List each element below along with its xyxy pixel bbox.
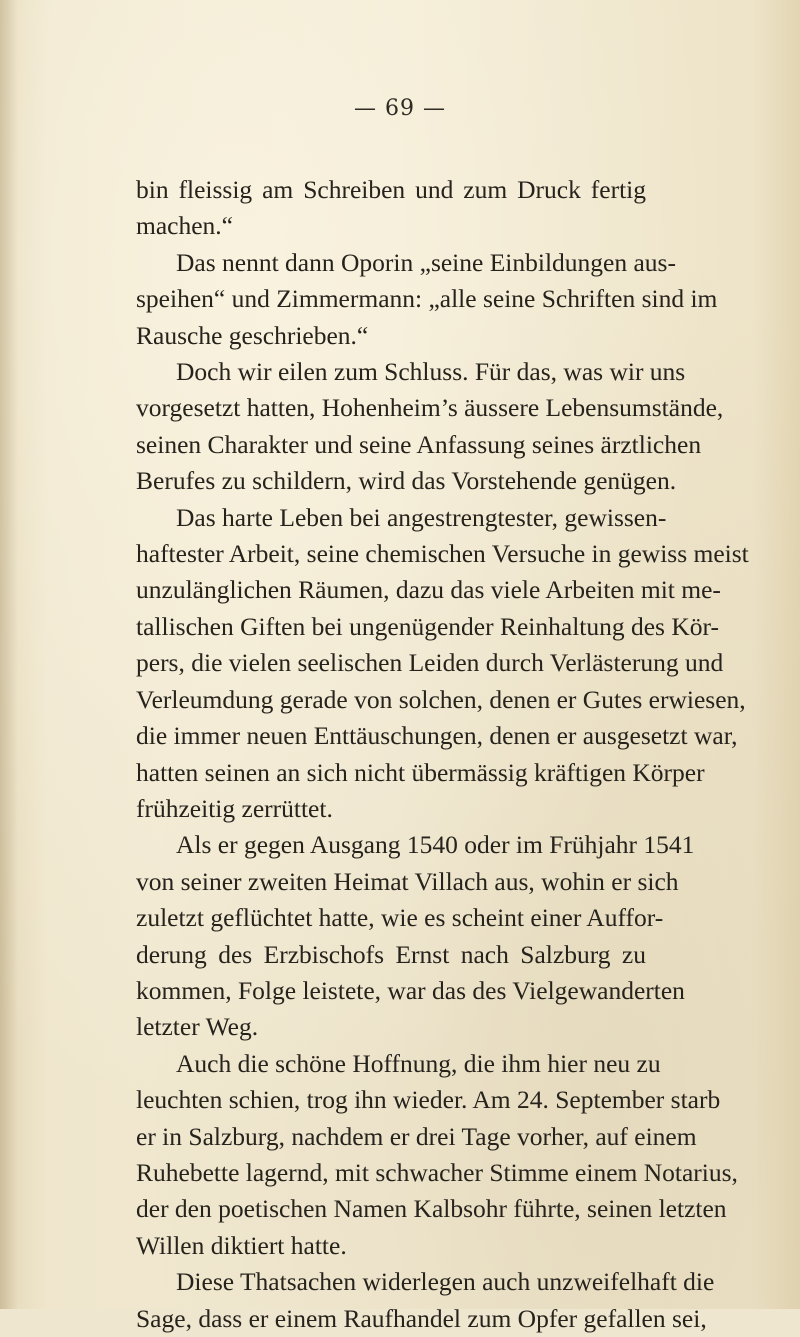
body-text [136, 172, 749, 1337]
text-line: hatten seinen an sich nicht übermässig kräftigen Körper [136, 757, 705, 787]
text-line: Ruhebette lagernd, mit schwacher Stimme einem Notarius, [136, 1157, 738, 1187]
text-line: Sage, dass er einem Raufhandel zum Opfer gefallen sei, [136, 1303, 707, 1333]
text-line: haftester Arbeit, seine chemischen Versuche in gewiss meist [136, 539, 749, 569]
text-line: Berufes zu schildern, wird das Vorstehende genügen. [136, 466, 677, 496]
text-line: seinen Charakter und seine Anfassung seines ärztlichen [136, 429, 702, 459]
text-line: kommen, Folge leistete, war das des Vielgewanderten [136, 975, 685, 1005]
text-line: Diese Thatsachen widerlegen auch unzweifelhaft die [176, 1267, 715, 1297]
text-line: er in Salzburg, nachdem er drei Tage vorher, auf einem [136, 1121, 697, 1151]
text-line: Als er gegen Ausgang 1540 oder im Frühjahr 1541 [176, 830, 695, 860]
text-line: bin fleissig am Schreiben und zum Druck fertig [136, 175, 646, 204]
text-line: zuletzt geflüchtet hatte, wie es scheint einer Auffor- [136, 903, 664, 933]
text-line: speihen“ und Zimmermann: „alle seine Schriften sind im [136, 284, 718, 314]
text-line: Willen diktiert hatte. [136, 1230, 347, 1260]
text-line: vorgesetzt hatten, Hohenheim’s äussere Lebensumstände, [136, 393, 724, 423]
text-line: Das nennt dann Oporin „seine Einbildungen aus- [176, 247, 676, 277]
text-line: tallischen Giften bei ungenügender Reinhaltung des Kör- [136, 611, 719, 641]
text-line: unzulänglichen Räumen, dazu das viele Arbeiten mit me- [136, 575, 721, 605]
page-edge-shadow [0, 0, 18, 1309]
text-line: Verleumdung gerade von solchen, denen er Gutes erwiesen, [136, 684, 746, 714]
text-line: die immer neuen Enttäuschungen, denen er ausgesetzt war, [136, 721, 738, 751]
text-line: derung des Erzbischofs Ernst nach Salzburg zu [136, 939, 646, 969]
text-line: Doch wir eilen zum Schluss. Für das, was wir uns [176, 357, 686, 387]
text-line: von seiner zweiten Heimat Villach aus, wohin er sich [136, 866, 679, 896]
text-line: frühzeitig zerrüttet. [136, 793, 333, 823]
text-line: der den poetischen Namen Kalbsohr führte, seinen letzten [136, 1194, 727, 1224]
text-line: Rausche geschrieben.“ [136, 320, 369, 350]
text-line: letzter Weg. [136, 1012, 259, 1042]
text-line: machen.“ [136, 211, 233, 241]
text-line: pers, die vielen seelischen Leiden durch Verlästerung und [136, 648, 724, 678]
page-number: — 69 — [354, 96, 446, 121]
text-line: leuchten schien, trog ihn wieder. Am 24. September starb [136, 1085, 721, 1115]
text-line: Das harte Leben bei angestrengtester, gewissen- [176, 502, 667, 532]
text-line: Auch die schöne Hoffnung, die ihm hier neu zu [176, 1048, 661, 1078]
